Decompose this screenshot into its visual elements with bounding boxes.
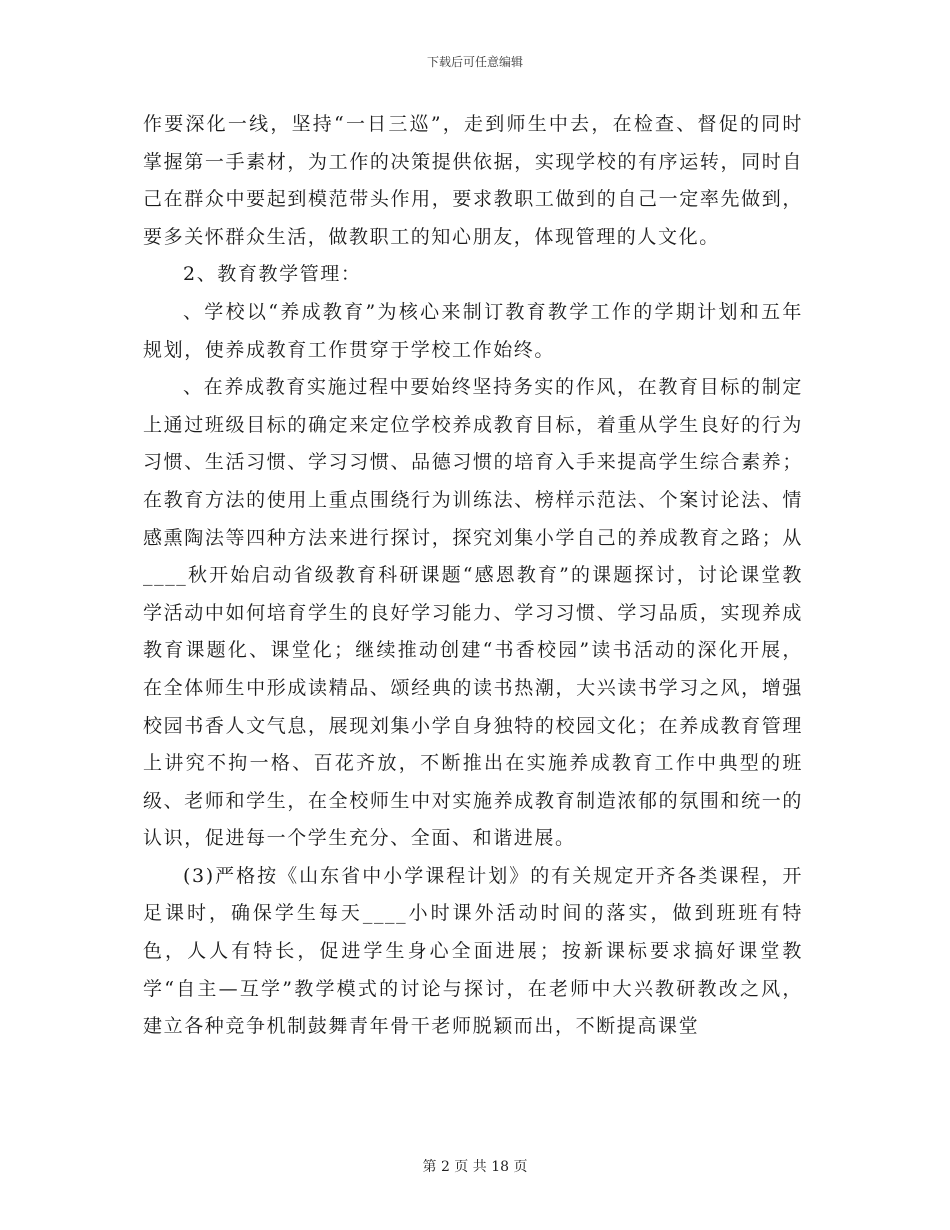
- paragraph-curriculum: (3)严格按《山东省中小学课程计划》的有关规定开齐各类课程，开足课时，确保学生每天____小时课外活动时间的落实，做到班班有特色，人人有特长，促进学生身心全面进展；按新课标要求搞好课堂教学“自主—互学”教学模式的讨论与探讨，在老师中大兴教研教改之风，建立各种竞争机制鼓舞青年骨干老师脱颖而出，不断提高课堂: [143, 864, 803, 1038]
- section-heading-teaching-management: 2、教育教学管理：: [183, 263, 362, 286]
- document-body: [143, 106, 803, 1046]
- page-header-note: 下载后可任意编辑: [426, 55, 523, 69]
- paragraph-school-plan: 、学校以“养成教育”为核心来制订教育教学工作的学期计划和五年规划，使养成教育工作贯穿于学校工作始终。: [143, 300, 803, 361]
- paragraph-management-continued: 作要深化一线，坚持“一日三巡”，走到师生中去，在检查、督促的同时掌握第一手素材，为工作的决策提供依据，实现学校的有序运转，同时自己在群众中要起到模范带头作用，要求教职工做到的自己一定率先做到，要多关怀群众生活，做教职工的知心朋友，体现管理的人文化。: [143, 113, 803, 248]
- page-number: 第 2 页 共 18 页: [422, 1159, 528, 1175]
- paragraph-habit-education: 、在养成教育实施过程中要始终坚持务实的作风，在教育目标的制定上通过班级目标的确定来定位学校养成教育目标，着重从学生良好的行为习惯、生活习惯、学习习惯、品德习惯的培育入手来提高学生综合素养；在教育方法的使用上重点围绕行为训练法、榜样示范法、个案讨论法、情感熏陶法等四种方法来进行探讨，探究刘集小学自己的养成教育之路；从____秋开始启动省级教育科研课题“感恩教育”的课题探讨，讨论课堂教学活动中如何培育学生的良好学习能力、学习习惯、学习品质，实现养成教育课题化、课堂化；继续推动创建“书香校园”读书活动的深化开展，在全体师生中形成读精品、颂经典的读书热潮，大兴读书学习之风，增强校园书香人文气息，展现刘集小学自身独特的校园文化；在养成教育管理上讲究不拘一格、百花齐放，不断推出在实施养成教育工作中典型的班级、老师和学生，在全校师生中对实施养成教育制造浓郁的氛围和统一的认识，促进每一个学生充分、全面、和谐进展。: [143, 376, 803, 850]
